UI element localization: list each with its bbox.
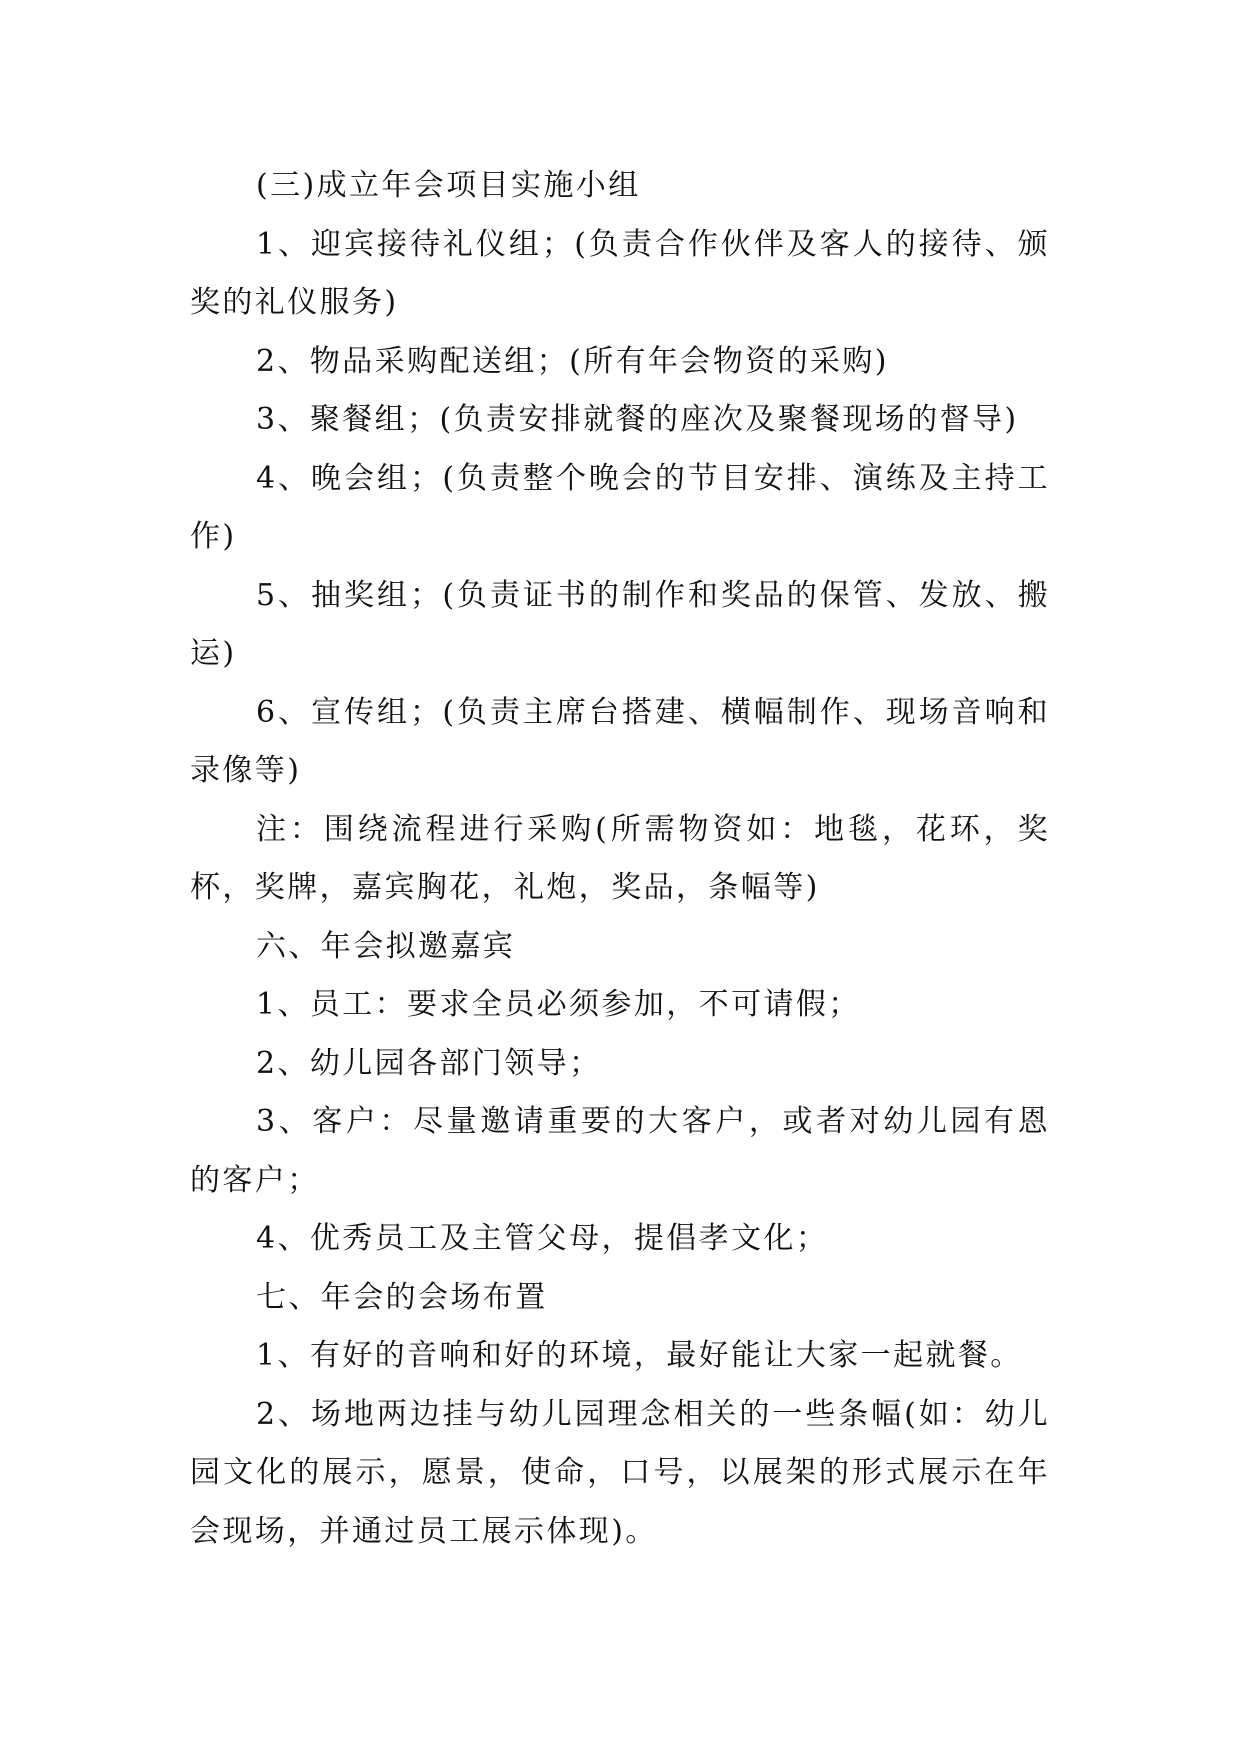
list-item-clients: 3、客户：尽量邀请重要的大客户，或者对幼儿园有恩的客户；	[190, 1104, 1050, 1198]
document-body	[190, 157, 1050, 1561]
list-item-sound-environment: 1、有好的音响和好的环境，最好能让大家一起就餐。	[256, 1338, 1023, 1373]
list-item-parents: 4、优秀员工及主管父母，提倡孝文化；	[256, 1221, 829, 1256]
list-item-banners: 2、场地两边挂与幼儿园理念相关的一些条幅(如：幼儿园文化的展示，愿景，使命，口号，以展架的形式展示在年会现场，并通过员工展示体现)。	[190, 1396, 1050, 1549]
list-item-procurement-group: 2、物品采购配送组；(所有年会物资的采购)	[256, 343, 889, 379]
list-item-employees: 1、员工：要求全员必须参加，不可请假；	[256, 987, 861, 1022]
list-item-lottery-group: 5、抽奖组；(负责证书的制作和奖品的保管、发放、搬运)	[190, 577, 1050, 671]
section-heading-invited-guests: 六、年会拟邀嘉宾	[256, 928, 516, 964]
section-heading-venue-layout: 七、年会的会场布置	[256, 1279, 548, 1315]
list-item-department-leaders: 2、幼儿园各部门领导；	[256, 1045, 602, 1081]
list-item-publicity-group: 6、宣传组；(负责主席台搭建、横幅制作、现场音响和录像等)	[190, 694, 1050, 788]
subsection-heading-implementation-groups: (三)成立年会项目实施小组	[256, 168, 641, 203]
list-item-reception-group: 1、迎宾接待礼仪组；(负责合作伙伴及客人的接待、颁奖的礼仪服务)	[190, 226, 1050, 320]
procurement-note: 注：围绕流程进行采购(所需物资如：地毯，花环，奖杯，奖牌，嘉宾胸花，礼炮，奖品，条幅等)	[190, 811, 1050, 905]
list-item-dining-group: 3、聚餐组；(负责安排就餐的座次及聚餐现场的督导)	[256, 402, 1019, 437]
list-item-gala-group: 4、晚会组；(负责整个晚会的节目安排、演练及主持工作)	[190, 460, 1050, 554]
